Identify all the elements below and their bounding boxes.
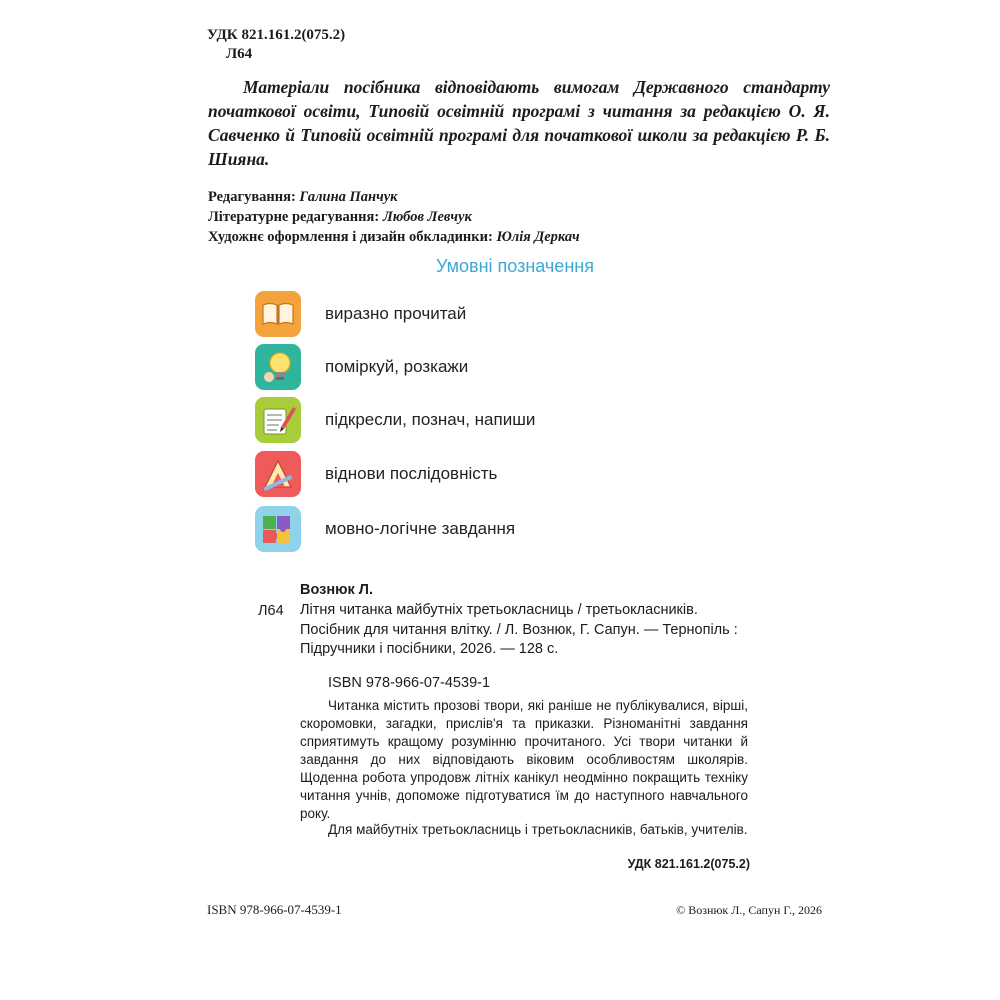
- credit-role: Літературне редагування:: [208, 209, 380, 225]
- catalog-author: Вознюк Л.: [300, 582, 373, 598]
- credit-person: Любов Левчук: [382, 209, 472, 225]
- notepad-pencil-icon: [255, 397, 301, 443]
- legend-label: підкресли, познач, напиши: [325, 410, 536, 429]
- footer-isbn: ISBN 978-966-07-4539-1: [207, 902, 342, 917]
- lightbulb-icon: [255, 344, 301, 390]
- legend-item-read: [255, 290, 466, 338]
- credit-literary-editor: [208, 208, 472, 227]
- legend-label: віднови послідовність: [325, 464, 498, 483]
- catalog-isbn: ISBN 978-966-07-4539-1: [328, 675, 491, 691]
- legend-label: мовно-логічне завдання: [325, 519, 516, 538]
- triangle-ruler-icon: [255, 451, 301, 497]
- legend-title: Умовні позначення: [436, 256, 594, 276]
- credit-designer: [208, 228, 580, 247]
- compliance-note: Матеріали посібника відповідають вимогам Державного стандарту початкової освіти, Типовій освітній програмі з читання за редакцією О. Я. Савченко й Типовій освітній програмі для початкової школи за редакцією Р. Б. Шияна.: [208, 77, 830, 169]
- udk-code: УДК 821.161.2(075.2): [207, 27, 346, 43]
- catalog-udk: УДК 821.161.2(075.2): [627, 857, 750, 871]
- legend-label: поміркуй, розкажи: [325, 357, 469, 376]
- credit-editor: [208, 188, 397, 207]
- credit-person: Юлія Деркач: [496, 229, 580, 245]
- credit-role: Художнє оформлення і дизайн обкладинки:: [208, 229, 493, 245]
- credit-person: Галина Панчук: [299, 189, 398, 205]
- legend-item-logic-task: [255, 505, 515, 553]
- legend-item-write: [255, 396, 535, 444]
- credit-role: Редагування:: [208, 189, 296, 205]
- legend-item-sequence: [255, 450, 497, 498]
- legend-label: виразно прочитай: [325, 304, 467, 323]
- footer-copyright: © Вознюк Л., Сапун Г., 2026: [676, 903, 822, 917]
- open-book-icon: [255, 291, 301, 337]
- annotation-paragraph: Читанка містить прозові твори, які раніше не публікувалися, вірші, скоромовки, загадки, прислів'я та приказки. Різноманітні завдання сприятимуть кращому розумінню прочитаного. Усі твори читанки й завдання до них відповідають віковим особливостям школярів. Щоденна робота упродовж літніх канікул неодмінно покращить техніку читання учнів, допоможе підготуватися їм до наступного навчального року.: [300, 698, 748, 821]
- library-code: Л64: [226, 46, 253, 62]
- catalog-code: Л64: [258, 603, 284, 619]
- puzzle-icon: [255, 506, 301, 552]
- legend-item-think: [255, 343, 468, 391]
- catalog-description: Літня читанка майбутніх третьокласниць / третьокласників. Посібник для читання влітку. / Л. Вознюк, Г. Сапун. — Тернопіль : Підручники і посібники, 2026. — 128 с.: [300, 602, 738, 657]
- audience-paragraph: Для майбутніх третьокласниць і третьокласників, батьків, учителів.: [328, 822, 748, 837]
